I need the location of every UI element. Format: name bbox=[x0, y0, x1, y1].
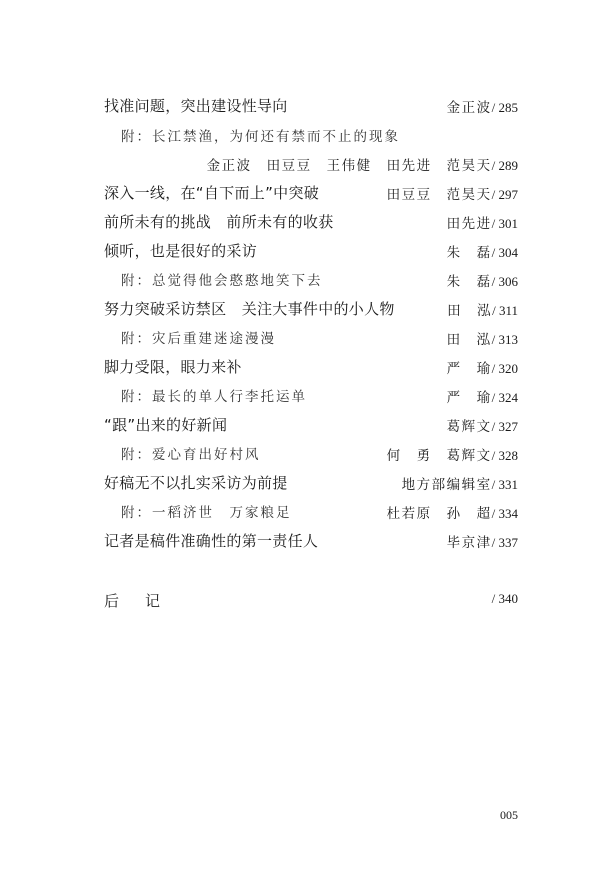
entry-meta bbox=[447, 241, 518, 261]
entry-meta bbox=[402, 473, 518, 493]
entry-title: 倾听，也是很好的采访 bbox=[104, 242, 258, 260]
entry-meta bbox=[447, 212, 518, 232]
entry-title: 努力突破采访禁区 关注大事件中的小人物 bbox=[104, 300, 395, 318]
toc-entry bbox=[0, 240, 600, 262]
entry-author: 地方部编辑室 bbox=[401, 477, 492, 493]
entry-author: 严 瑜 bbox=[446, 361, 492, 377]
toc-sub-entry bbox=[0, 385, 600, 407]
toc-entry bbox=[0, 472, 600, 494]
toc-entry bbox=[0, 414, 600, 436]
toc-entry bbox=[0, 356, 600, 378]
toc-entry bbox=[0, 211, 600, 233]
toc-entry bbox=[0, 95, 600, 117]
entry-meta bbox=[447, 270, 518, 290]
entry-title: 脚力受限，眼力来补 bbox=[104, 358, 242, 376]
entry-title: 好稿无不以扎实采访为前提 bbox=[104, 474, 288, 492]
page-number: 005 bbox=[500, 808, 518, 822]
entry-author: 葛辉文 bbox=[446, 419, 492, 435]
toc-sub-entry bbox=[0, 327, 600, 349]
entry-author: 朱 磊 bbox=[446, 274, 492, 290]
entry-page: / 324 bbox=[491, 390, 518, 405]
toc-entry bbox=[0, 182, 600, 204]
entry-meta bbox=[387, 444, 518, 464]
entry-title: 记者是稿件准确性的第一责任人 bbox=[104, 532, 319, 550]
entry-author: 毕京津 bbox=[446, 535, 492, 551]
entry-meta bbox=[387, 183, 518, 203]
entry-page: / 311 bbox=[492, 303, 518, 318]
afterword-page: / 340 bbox=[491, 591, 518, 606]
toc-entry bbox=[0, 298, 600, 320]
toc-entry bbox=[0, 530, 600, 552]
entry-meta bbox=[447, 386, 518, 406]
entry-meta bbox=[207, 154, 518, 174]
toc-sub-entry bbox=[0, 125, 600, 147]
entry-page: / 289 bbox=[491, 158, 518, 173]
entry-title: 附：最长的单人行李托运单 bbox=[121, 389, 307, 405]
entry-page: / 304 bbox=[491, 245, 518, 260]
entry-title: “跟”出来的好新闻 bbox=[104, 416, 228, 434]
entry-page: / 306 bbox=[491, 274, 518, 289]
entry-page: / 301 bbox=[491, 216, 518, 231]
toc-sub-entry bbox=[0, 501, 600, 523]
entry-title: 附：长江禁渔，为何还有禁而不止的现象 bbox=[121, 129, 400, 145]
entry-author: 金正波 田豆豆 王伟健 田先进 范昊天 bbox=[206, 158, 492, 174]
entry-meta bbox=[387, 502, 518, 522]
entry-author: 朱 磊 bbox=[446, 245, 492, 261]
entry-title: 附：灾后重建迷途漫漫 bbox=[121, 331, 276, 347]
entry-page: / 334 bbox=[491, 506, 518, 521]
entry-author: 田 泓 bbox=[447, 303, 493, 319]
entry-title: 深入一线，在“自下而上”中突破 bbox=[104, 184, 320, 202]
entry-page: / 320 bbox=[491, 361, 518, 376]
entry-page: / 313 bbox=[491, 332, 518, 347]
entry-title: 前所未有的挑战 前所未有的收获 bbox=[104, 213, 334, 231]
entry-author: 何 勇 葛辉文 bbox=[386, 448, 492, 464]
entry-title: 附：爱心育出好村风 bbox=[121, 447, 261, 463]
entry-meta bbox=[447, 328, 518, 348]
entry-meta bbox=[447, 415, 518, 435]
entry-meta bbox=[447, 531, 518, 551]
entry-page: / 285 bbox=[491, 100, 518, 115]
entry-page: / 331 bbox=[491, 477, 518, 492]
entry-meta bbox=[447, 96, 518, 116]
entry-meta bbox=[447, 299, 518, 319]
afterword-char-1: 后 bbox=[104, 592, 120, 610]
toc-sub-entry bbox=[0, 443, 600, 465]
entry-author: 金正波 bbox=[446, 100, 492, 116]
afterword-title bbox=[104, 590, 160, 611]
entry-author: 杜若原 孙 超 bbox=[386, 506, 492, 522]
toc-sub-entry bbox=[0, 269, 600, 291]
entry-page: / 297 bbox=[491, 187, 518, 202]
entry-title: 找准问题，突出建设性导向 bbox=[104, 97, 288, 115]
entry-author: 严 瑜 bbox=[446, 390, 492, 406]
toc-author-line bbox=[0, 154, 600, 176]
entry-meta bbox=[447, 357, 518, 377]
afterword-char-2: 记 bbox=[145, 592, 161, 610]
entry-page: / 337 bbox=[491, 535, 518, 550]
entry-page: / 327 bbox=[491, 419, 518, 434]
entry-page: / 328 bbox=[491, 448, 518, 463]
entry-title: 附：一稻济世 万家粮足 bbox=[121, 505, 292, 521]
entry-author: 田 泓 bbox=[446, 332, 492, 348]
entry-title: 附：总觉得他会憨憨地笑下去 bbox=[121, 273, 323, 289]
entry-author: 田豆豆 范昊天 bbox=[386, 187, 492, 203]
entry-author: 田先进 bbox=[446, 216, 492, 232]
